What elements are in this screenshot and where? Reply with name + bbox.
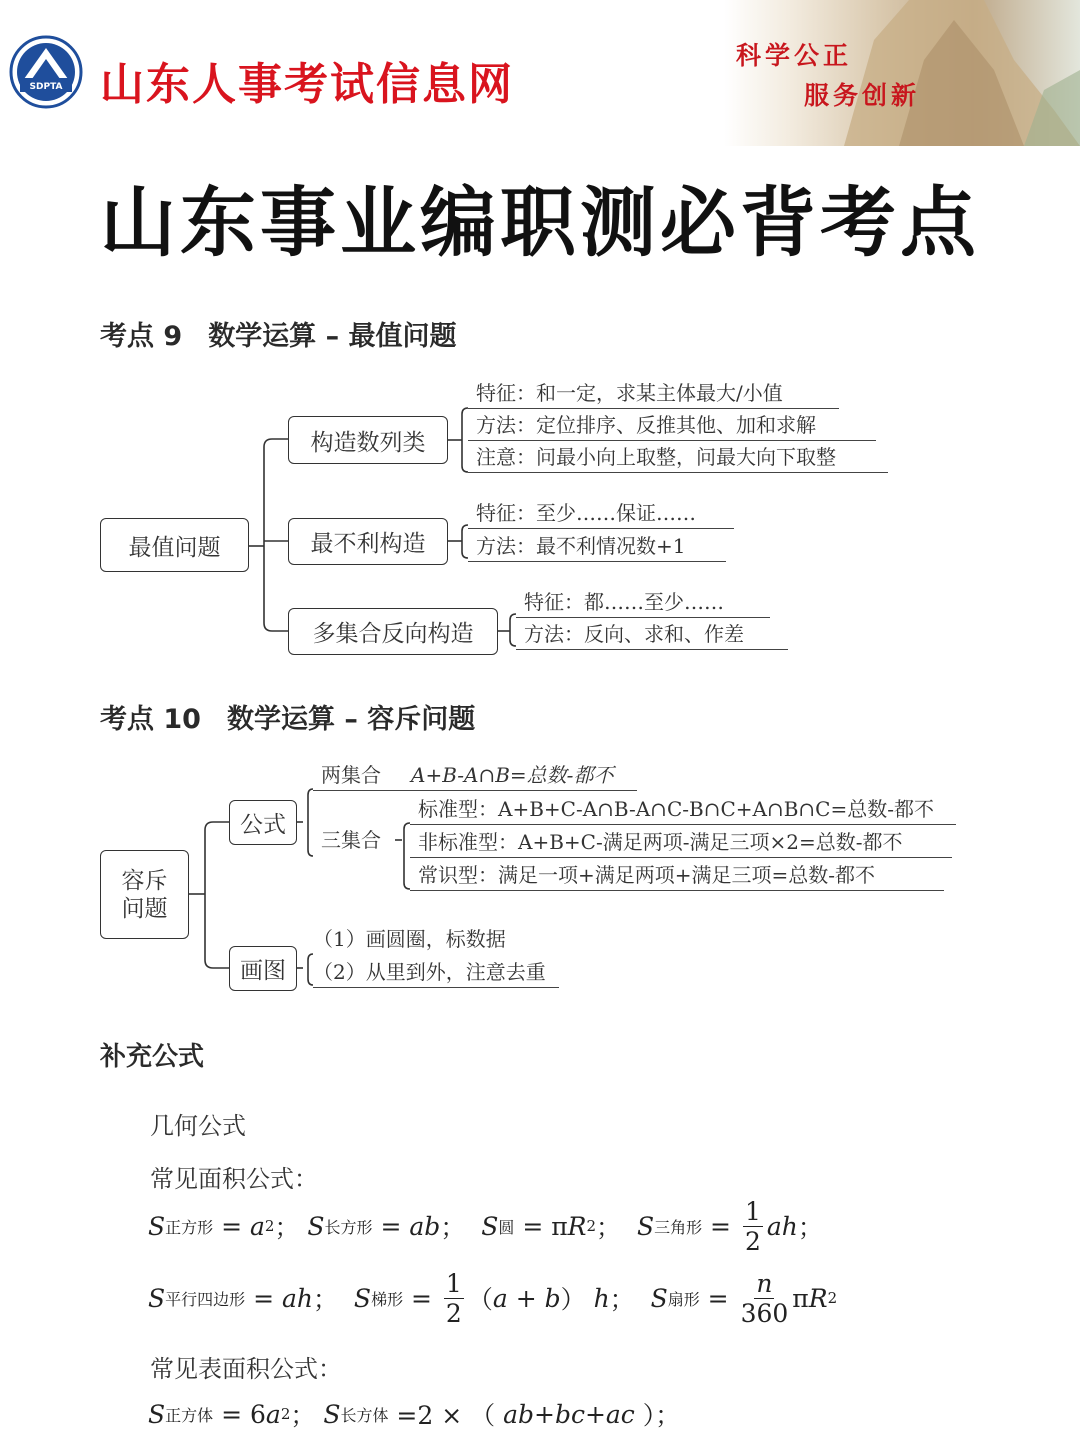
leaf-draw-step-1: （1）画圆圈，标数据 — [313, 927, 506, 951]
leaf-sequence-method: 方法：定位排序、反推其他、加和求解 — [468, 412, 876, 441]
node-formula: 公式 — [229, 800, 297, 845]
leaf-two-set — [313, 762, 637, 791]
node-draw: 画图 — [229, 946, 297, 991]
node-construct-sequence: 构造数列类 — [288, 416, 448, 464]
node-max-min-root: 最值问题 — [100, 518, 249, 572]
leaf-sequence-feature: 特征：和一定，求某主体最大/小值 — [468, 380, 839, 409]
surface-formulas-title: 常见表面积公式： — [150, 1355, 342, 1383]
leaf-three-set-standard: 标准型：A+B+C-A∩B-A∩C-B∩C+A∩B∩C=总数-都不 — [410, 796, 956, 825]
node-worst-case: 最不利构造 — [288, 518, 448, 565]
leaf-three-set-common: 常识型：满足一项+满足两项+满足三项=总数-都不 — [410, 862, 944, 891]
node-multi-set-reverse: 多集合反向构造 — [288, 608, 498, 655]
leaf-worst-case-feature: 特征：至少……保证…… — [468, 500, 734, 529]
slogan-line-1: 科学公正 — [736, 41, 853, 70]
section-10-number: 考点 10 — [100, 704, 201, 735]
supplement-heading: 补充公式 — [100, 1042, 205, 1072]
sub-circle: 圆 — [498, 1217, 515, 1237]
leaf-three-set-nonstandard: 非标准型：A+B+C-满足两项-满足三项×2=总数-都不 — [410, 829, 952, 858]
leaf-multi-set-method: 方法：反向、求和、作差 — [516, 621, 788, 650]
root-line-2: 问题 — [121, 895, 168, 922]
leaf-sequence-note: 注意：问最小向上取整，问最大向下取整 — [468, 444, 888, 473]
leaf-draw-step-2: （2）从里到外，注意去重 — [313, 959, 559, 988]
section-9-heading — [100, 314, 457, 353]
sub-cuboid: 长方体 — [340, 1405, 389, 1425]
three-set-label: 三集合 — [321, 828, 381, 852]
section-10-heading — [100, 697, 475, 736]
sub-sector: 扇形 — [667, 1289, 700, 1309]
leaf-worst-case-method: 方法：最不利情况数+1 — [468, 533, 726, 562]
site-name: 山东人事考试信息网 — [100, 59, 514, 110]
area-formulas-title: 常见面积公式： — [150, 1165, 318, 1193]
sub-square: 正方形 — [165, 1217, 214, 1237]
main-title: 山东事业编职测必背考点 — [100, 178, 980, 267]
root-line-1: 容斥 — [121, 867, 168, 894]
section-9-title: 数学运算 – 最值问题 — [208, 321, 457, 352]
area-formula-line-1: S 正方形 = a 2 ； S 长方形 = ab ； S 圆 = π R 2 ； S 三角形 = $\frac{1}{2}$ ah ； — [148, 1196, 823, 1256]
sub-rect: 长方形 — [324, 1217, 373, 1237]
section-9-number: 考点 9 — [100, 321, 183, 352]
sub-parallelogram: 平行四边形 — [165, 1289, 246, 1309]
logo-text: SDPTA — [29, 82, 63, 92]
sub-triangle: 三角形 — [654, 1217, 703, 1237]
sub-cube: 正方体 — [165, 1405, 214, 1425]
two-set-label: 两集合 — [321, 763, 381, 787]
leaf-multi-set-feature: 特征：都……至少…… — [516, 589, 770, 618]
node-inclusion-exclusion-root — [100, 850, 189, 939]
two-set-formula: A+B-A∩B=总数-都不 — [411, 763, 614, 787]
surface-formula-line: S 正方体 = 6 a 2 ； S 长方体 =2 × （ ab + bc + ac ）； — [148, 1399, 681, 1430]
sub-trapezoid: 梯形 — [371, 1289, 404, 1309]
geometry-title: 几何公式 — [150, 1112, 246, 1140]
section-10-title: 数学运算 – 容斥问题 — [226, 704, 476, 735]
area-formula-line-2: S 平行四边形 = ah ； S 梯形 = $\frac{1}{2}$ （ a + b ） h ； S 扇形 = $\frac{n}{360}$ π R 2 — [148, 1268, 838, 1328]
slogan-line-2: 服务创新 — [804, 81, 921, 110]
